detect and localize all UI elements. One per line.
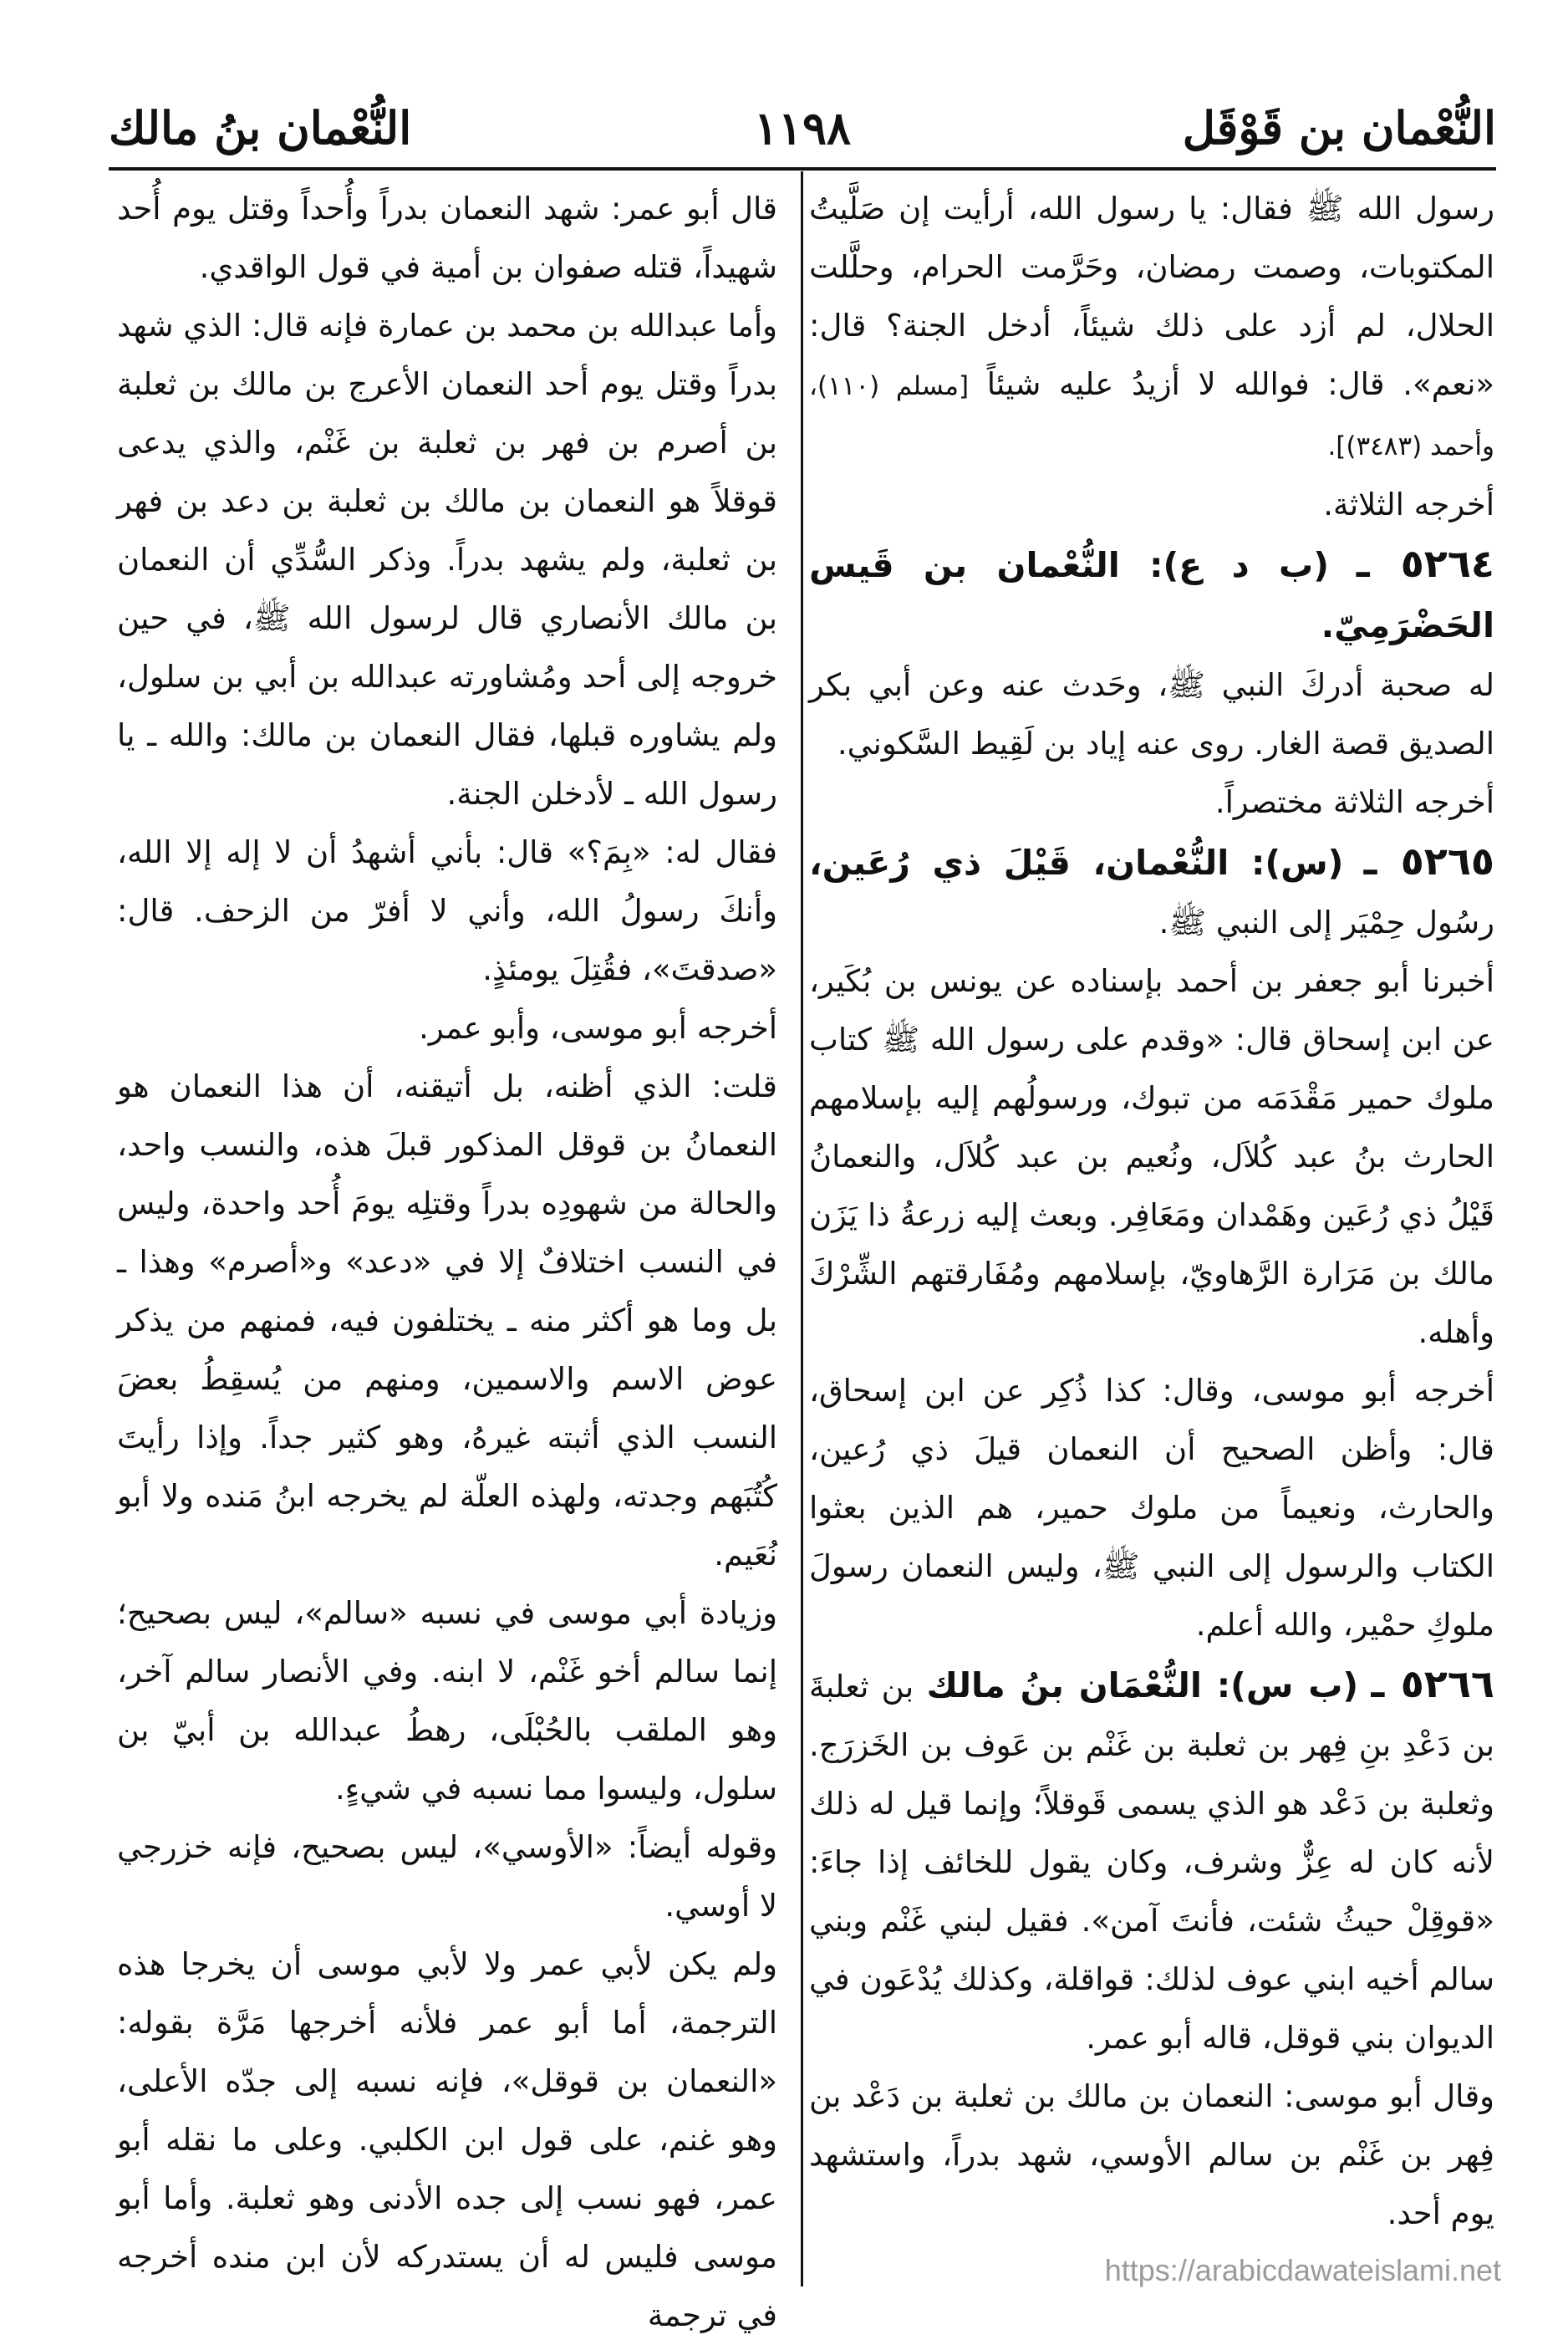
paragraph (809, 180, 1494, 476)
paragraph: ولم يكن لأبي عمر ولا لأبي موسى أن يخرجا هذه الترجمة، أما أبو عمر فلأنه أخرجها مَرَّة بقوله: «النعمان بن قوقل»، فإنه نسبه إلى جدّه الأعلى، وهو غنم، على قول ابن الكلبي. وعلى ما نقله أبو عمر، فهو نسب إلى جده الأدنى وهو ثعلبة. وأما أبو موسى فليس له أن يستدركه لأن ابن منده أخرجه في ترجمة (117, 1946, 777, 2333)
entry-5265 (809, 832, 1494, 952)
column-divider (801, 171, 803, 2286)
page-header (109, 96, 1496, 171)
paragraph: قال أبو عمر: شهد النعمان بدراً وأُحداً وقتل يوم أُحد شهيداً، قتله صفوان بن أمية في قول الواقدي. (117, 191, 777, 285)
running-title-left: النُّعْمان بنُ مالك (109, 101, 412, 155)
paragraph: له صحبة أدركَ النبي ﷺ، وحَدث عنه وعن أبي بكر الصديق قصة الغار. روى عنه إياد بن لَقِيط السَّكوني. (809, 667, 1494, 762)
page-number: ١١٩٨ (753, 101, 852, 155)
paragraph: أخرجه الثلاثة. (1323, 487, 1494, 523)
entry-5266 (809, 1654, 1494, 2067)
paragraph: وقوله أيضاً: «الأوسي»، ليس بصحيح، فإنه خزرجي لا أوسي. (117, 1829, 777, 1924)
paragraph: وزيادة أبي موسى في نسبه «سالم»، ليس بصحيح؛ إنما سالم أخو غَنْم، لا ابنه. وفي الأنصار سالم آخر، وهو الملقب بالحُبْلَى، رهطُ عبدالله بن أبيّ بن سلول، وليسوا مما نسبه في شيءٍ. (117, 1595, 777, 1807)
paragraph: أخبرنا أبو جعفر بن أحمد بإسناده عن يونس بن بُكَير، عن ابن إسحاق قال: «وقدم على رسول الله ﷺ كتاب ملوك حمير مَقْدَمَه من تبوك، ورسولُهم إليه بإسلامهم الحارث بنُ عبد كُلاَل، ونُعيم بن عبد كُلاَل، والنعمانُ قَيْلُ ذي رُعَين وهَمْدان ومَعَافِر. وبعث إليه زرعةُ ذا يَزَن مالك بن مَرَارة الرَّهاويّ، بإسلامهم ومُفَارقتهم الشِّرْكَ وأهله. (809, 963, 1494, 1350)
entry-text: رسُول حِمْيَر إلى النبي ﷺ. (1158, 905, 1494, 941)
watermark-url: https://arabicdawateislami.net (1104, 2253, 1501, 2287)
paragraph-text: رسول الله ﷺ فقال: يا رسول الله، أرأيت إن صَلَّيتُ المكتوبات، وصمت رمضان، وحَرَّمت الحرام، وحلَّلت الحلال، لم أزد على ذلك شيئاً، أدخل الجنة؟ قال: «نعم». قال: فوالله لا أزيدُ عليه شيئاً (809, 191, 1495, 402)
paragraph: وأما عبدالله بن محمد بن عمارة فإنه قال: الذي شهد بدراً وقتل يوم أحد النعمان الأعرج بن مالك بن ثعلبة بن أصرم بن فهر بن ثعلبة بن غَنْم، والذي يدعى قوقلاً هو النعمان بن مالك بن ثعلبة بن دعد بن فهر بن ثعلبة، ولم يشهد بدراً. وذكر السُّدِّي أن النعمان بن مالك الأنصاري قال لرسول الله ﷺ، في حين خروجه إلى أحد ومُشاورته عبدالله بن أبي بن سلول، ولم يشاوره قبلها، فقال النعمان بن مالك: والله ـ يا رسول الله ـ لأدخلن الجنة. (117, 308, 777, 812)
header-rule (109, 167, 1496, 171)
entry-heading: (س): النُّعْمان، قَيْلَ ذي رُعَين، (809, 843, 1344, 883)
running-title-right: النُّعْمان بن قَوْقَل (1182, 101, 1496, 155)
paragraph: أخرجه أبو موسى، وقال: كذا ذُكِر عن ابن إسحاق، قال: وأظن الصحيح أن النعمان قيلَ ذي رُعين، والحارث، ونعيماً من ملوك حمير، هم الذين بعثوا الكتاب والرسول إلى النبي ﷺ، وليس النعمان رسولَ ملوكِ حمْير، والله أعلم. (809, 1373, 1494, 1643)
paragraph: وقال أبو موسى: النعمان بن مالك بن ثعلبة بن دَعْد بن فِهر بن غَنْم بن سالم الأوسي، شهد بدراً، واستشهد يوم أحد. (809, 2078, 1494, 2231)
paragraph: قلت: الذي أظنه، بل أتيقنه، أن هذا النعمان هو النعمانُ بن قوقل المذكور قبلَ هذه، والنسب واحد، والحالة من شهودِه بدراً وقتلِه يومَ أُحد واحدة، وليس في النسب اختلافٌ إلا في «دعد» و«أصرم» وهذا ـ بل وما هو أكثر منه ـ يختلفون فيه، فمنهم من يذكر عوض الاسم والاسمين، ومنهم من يُسقِطُ بعضَ النسب الذي أثبته غيرهُ، وهو كثير جداً. وإذا رأيتَ كُتُبَهم وجدته، ولهذه العلّة لم يخرجه ابنُ مَنده ولا أبو نُعَيم. (117, 1068, 777, 1573)
paragraph: أخرجه أبو موسى، وأبو عمر. (419, 1010, 777, 1046)
entry-number: ٥٢٦٤ ـ (1356, 541, 1494, 586)
entry-text: بن ثعلبةَ بن دَعْدِ بنِ فِهر بن ثعلبة بن غَنْم بن عَوف بن الخَزرَج. وثعلبة بن دَعْد هو الذي يسمى قَوقلاً؛ وإنما قيل له ذلك لأنه كان له عِزٌّ وشرف، وكان يقول للخائف إذا جاءَ: «قوقِلْ حيثُ شئت، فأنتَ آمن». فقيل لبني غَنْم وبني سالم أخيه ابني عوف لذلك: قواقلة، وكذلك يُدْعَون في الديوان بني قوقل، قاله أبو عمر. (809, 1669, 1494, 2056)
citation: [مسلم (١١٠)، وأحمد (٣٤٨٣)]. (809, 371, 1494, 461)
left-column (117, 180, 777, 2345)
entry-heading: (ب د ع): النُّعْمان بن قَيس الحَضْرَمِيّ. (809, 545, 1494, 645)
paragraph: فقال له: «بِمَ؟» قال: بأني أشهدُ أن لا إله إلا الله، وأنكَ رسولُ الله، وأني لا أفرّ من الزحف. قال: «صدقتَ»، فقُتِلَ يومئذٍ. (117, 834, 777, 987)
right-column (809, 180, 1494, 2243)
paragraph: أخرجه الثلاثة مختصراً. (1214, 784, 1494, 820)
entry-5264 (809, 534, 1494, 656)
entry-number: ٥٢٦٥ ـ (1363, 839, 1495, 884)
entry-heading: (ب س): النُّعْمَان بنُ مالك (926, 1665, 1359, 1705)
entry-number: ٥٢٦٦ ـ (1371, 1661, 1495, 1706)
